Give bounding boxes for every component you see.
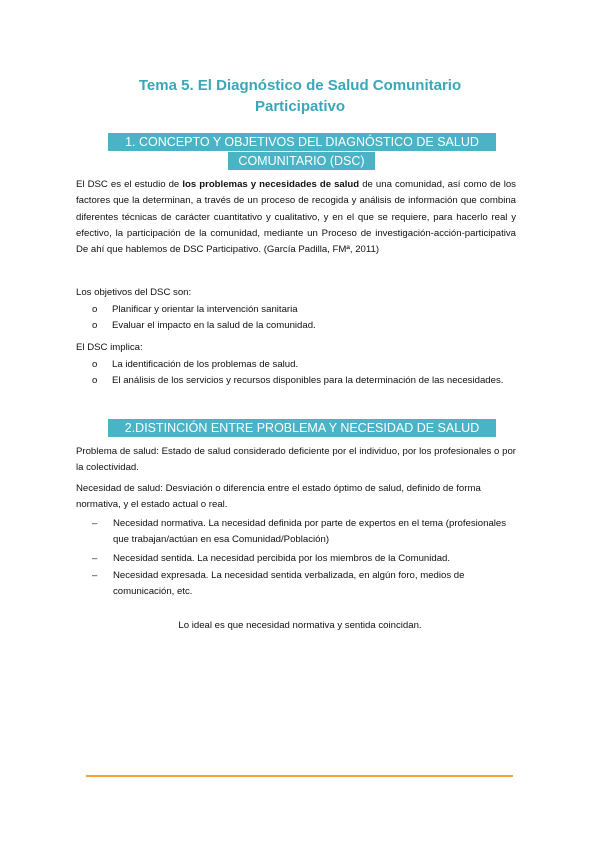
list-item xyxy=(92,568,522,601)
dash-marker: – xyxy=(92,570,98,581)
list-item xyxy=(92,357,522,373)
list-item xyxy=(92,516,522,549)
list-item xyxy=(92,551,522,567)
need-type-normative: Necesidad normativa. La necesidad definida por parte de expertos en el tema (profesionales que trabajan/actúan en esa Comunidad/Población) xyxy=(113,518,507,546)
bullet-marker: o xyxy=(92,320,98,331)
need-type-felt: Necesidad sentida. La necesidad percibida por los miembros de la Comunidad. xyxy=(113,553,451,564)
list-item xyxy=(92,302,522,318)
conclusion: Lo ideal es que necesidad normativa y sentida coincidan. xyxy=(178,620,422,631)
problem-term: Problema de salud: xyxy=(76,446,159,457)
bullet-marker: o xyxy=(92,304,98,315)
problem-definition xyxy=(76,444,516,477)
section-2-heading-text: 2.DISTINCIÓN ENTRE PROBLEMA Y NECESIDAD DE SALUD xyxy=(124,421,480,435)
implies-label: El DSC implica: xyxy=(76,342,143,353)
objective-1: Planificar y orientar la intervención sanitaria xyxy=(112,304,298,315)
objective-2: Evaluar el impacto en la salud de la comunidad. xyxy=(112,320,316,331)
dsc-definition xyxy=(76,177,516,258)
need-definition xyxy=(76,481,516,514)
footer-rule xyxy=(86,775,513,777)
title-line-1: Tema 5. El Diagnóstico de Salud Comunitario xyxy=(138,77,462,94)
document-title xyxy=(0,75,600,117)
list-item xyxy=(92,318,522,334)
implies-2: El análisis de los servicios y recursos disponibles para la determinación de las necesidades. xyxy=(112,375,504,386)
objectives-label: Los objetivos del DSC son: xyxy=(76,287,192,298)
dash-marker: – xyxy=(92,553,98,564)
section-1-heading xyxy=(108,133,496,151)
implies-1: La identificación de los problemas de salud. xyxy=(112,359,299,370)
definition-post: de una comunidad, así como de los factores que la determinan, a través de un proceso de recogida y análisis de información que combina diferentes técnicas de carácter cuantitativo y cualitativo, y en el que se requiere, para hacerlo real y efectivo, la participación de la comunidad, mediante un Proceso de investigación-acción-participativa De ahí que hablemos de DSC Participativo. (García Padilla, FMª, 2011) xyxy=(76,179,516,256)
title-line-2: Participativo xyxy=(254,98,346,115)
section-2-heading xyxy=(108,419,496,437)
problem-text: Estado de salud considerado deficiente por el individuo, por los profesionales o por la colectividad. xyxy=(76,446,516,474)
bullet-marker: o xyxy=(92,359,98,370)
section-1-heading-line-1: 1. CONCEPTO Y OBJETIVOS DEL DIAGNÓSTICO DE SALUD xyxy=(125,135,479,149)
need-term: Necesidad de salud: xyxy=(76,483,163,494)
need-text: Desviación o diferencia entre el estado óptimo de salud, definido de forma normativa, y el estado actual o real. xyxy=(76,483,481,511)
definition-bold: los problemas y necesidades de salud xyxy=(182,179,360,190)
need-type-expressed: Necesidad expresada. La necesidad sentida verbalizada, en algún foro, medios de comunicación, etc. xyxy=(113,570,465,598)
bullet-marker: o xyxy=(92,375,98,386)
definition-pre: El DSC es el estudio de xyxy=(76,179,183,190)
list-item xyxy=(92,373,522,389)
section-1-heading-cont xyxy=(228,152,375,170)
section-1-heading-line-2: COMUNITARIO (DSC) xyxy=(238,154,365,168)
dash-marker: – xyxy=(92,518,98,529)
